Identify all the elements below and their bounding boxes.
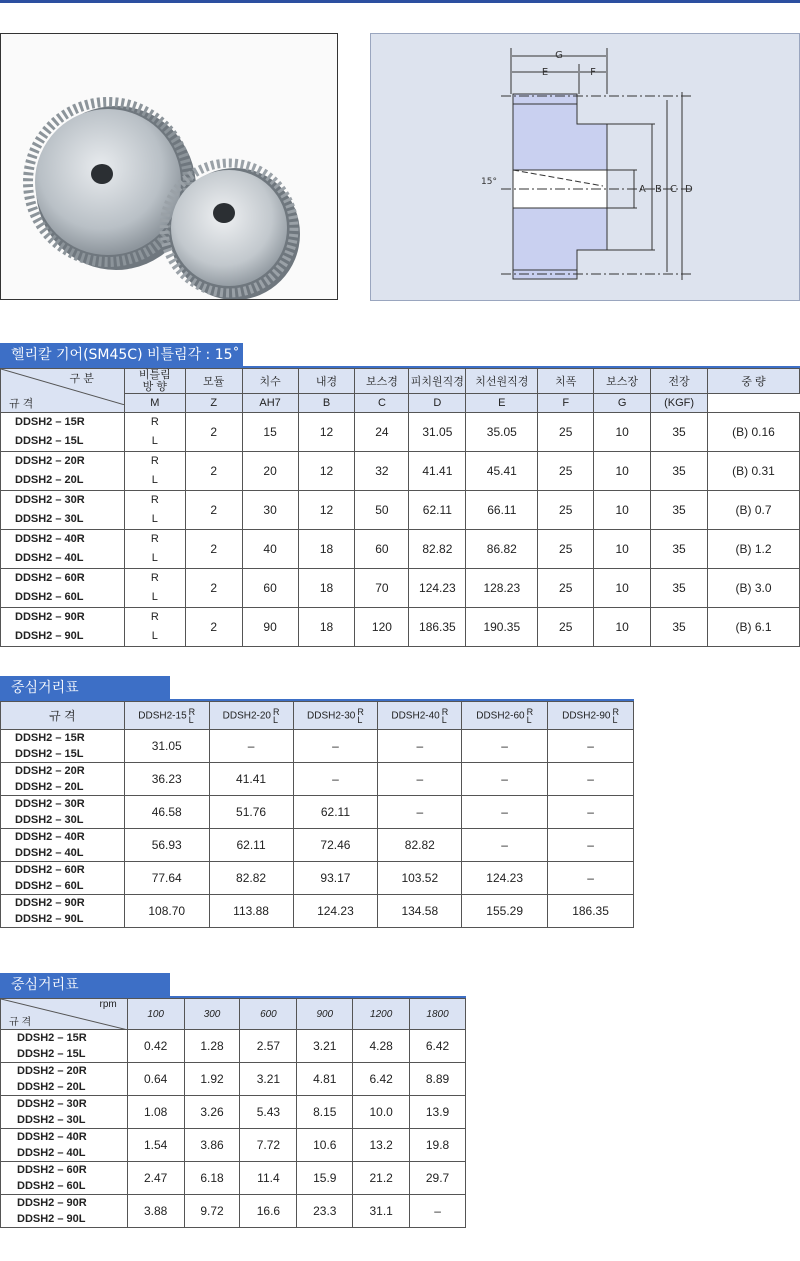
cell-e: 25 xyxy=(538,413,594,452)
cell-m: 2 xyxy=(185,413,242,452)
cell-ah7: 18 xyxy=(298,530,355,569)
spec-code-cell: DDSH2 – 40R DDSH2 – 40L xyxy=(1,1129,128,1162)
header-tip-dia-symbol: D xyxy=(409,394,466,413)
cell-z: 30 xyxy=(242,491,298,530)
header-bore: 내경 xyxy=(298,369,355,394)
table-row xyxy=(1,608,800,647)
helix-direction-cell: R L xyxy=(124,608,185,647)
table-row xyxy=(1,530,800,569)
distance-cell: – xyxy=(209,730,293,763)
spec-code-cell: DDSH2 – 15R DDSH2 – 15L xyxy=(1,1030,128,1063)
distance-cell: – xyxy=(548,730,634,763)
header-face-width: 치폭 xyxy=(538,369,594,394)
value-cell: 31.1 xyxy=(353,1195,410,1228)
table-row xyxy=(1,1096,466,1129)
distance-cell: – xyxy=(378,796,462,829)
value-cell: – xyxy=(410,1195,466,1228)
cell-b: 32 xyxy=(355,452,409,491)
cell-g: 35 xyxy=(651,608,708,647)
dim-e-label: E xyxy=(541,67,549,78)
value-cell: 7.72 xyxy=(240,1129,297,1162)
spec-code-cell: DDSH2 – 60R DDSH2 – 60L xyxy=(1,1162,128,1195)
cell-e: 25 xyxy=(538,452,594,491)
distance-cell: – xyxy=(293,763,378,796)
cell-w: (B) 0.16 xyxy=(708,413,800,452)
cell-m: 2 xyxy=(185,491,242,530)
cell-z: 20 xyxy=(242,452,298,491)
dim-g-label: G xyxy=(555,50,563,61)
value-cell: 3.21 xyxy=(240,1063,297,1096)
cell-z: 60 xyxy=(242,569,298,608)
spec-code-cell: DDSH2 – 15R DDSH2 – 15L xyxy=(1,413,125,452)
distance-cell: 41.41 xyxy=(209,763,293,796)
value-cell: 4.28 xyxy=(353,1030,410,1063)
value-cell: 21.2 xyxy=(353,1162,410,1195)
table-row xyxy=(1,895,634,928)
value-cell: 4.81 xyxy=(297,1063,353,1096)
column-header-rpm: 100 xyxy=(127,999,184,1030)
distance-cell: – xyxy=(548,763,634,796)
cell-w: (B) 0.7 xyxy=(708,491,800,530)
spec-code-cell: DDSH2 – 30R DDSH2 – 30L xyxy=(1,491,125,530)
header-pitch-dia: 피치원직경 xyxy=(409,369,466,394)
cell-c: 62.11 xyxy=(409,491,466,530)
spec-code-cell: DDSH2 – 90R DDSH2 – 90L xyxy=(1,1195,128,1228)
value-cell: 13.2 xyxy=(353,1129,410,1162)
value-cell: 1.28 xyxy=(184,1030,240,1063)
helical-gear-spec-table xyxy=(0,368,800,647)
distance-cell: 51.76 xyxy=(209,796,293,829)
value-cell: 29.7 xyxy=(410,1162,466,1195)
value-cell: 10.0 xyxy=(353,1096,410,1129)
header-pitch-dia-symbol: C xyxy=(355,394,409,413)
distance-cell: 31.05 xyxy=(124,730,209,763)
distance-cell: – xyxy=(462,763,548,796)
spec-code-cell: DDSH2 – 60R DDSH2 – 60L xyxy=(1,569,125,608)
cell-ah7: 18 xyxy=(298,608,355,647)
corner-header-cell xyxy=(1,999,128,1030)
helix-direction-cell: R L xyxy=(124,452,185,491)
value-cell: 3.21 xyxy=(297,1030,353,1063)
cell-f: 10 xyxy=(594,452,651,491)
value-cell: 6.42 xyxy=(410,1030,466,1063)
spec-code-cell: DDSH2 – 15R DDSH2 – 15L xyxy=(1,730,125,763)
cell-d: 128.23 xyxy=(466,569,538,608)
cell-b: 70 xyxy=(355,569,409,608)
dim-d-label: D xyxy=(685,184,693,195)
cell-c: 82.82 xyxy=(409,530,466,569)
distance-cell: 82.82 xyxy=(378,829,462,862)
header-bore-symbol: AH7 xyxy=(242,394,298,413)
cell-d: 86.82 xyxy=(466,530,538,569)
dim-f-label: F xyxy=(590,67,596,78)
spec-code-cell: DDSH2 – 30R DDSH2 – 30L xyxy=(1,796,125,829)
distance-cell: 108.70 xyxy=(124,895,209,928)
table-row xyxy=(1,491,800,530)
column-header-model: DDSH2-60 R L xyxy=(462,702,548,730)
header-boss-length-symbol: F xyxy=(538,394,594,413)
distance-cell: 155.29 xyxy=(462,895,548,928)
value-cell: 0.42 xyxy=(127,1030,184,1063)
value-cell: 3.88 xyxy=(127,1195,184,1228)
value-cell: 0.64 xyxy=(127,1063,184,1096)
value-cell: 15.9 xyxy=(297,1162,353,1195)
rpm-table xyxy=(0,998,466,1228)
gear-cross-section-drawing xyxy=(371,34,799,300)
spec-code-cell: DDSH2 – 60R DDSH2 – 60L xyxy=(1,862,125,895)
spec-code-cell: DDSH2 – 20R DDSH2 – 20L xyxy=(1,1063,128,1096)
cell-d: 35.05 xyxy=(466,413,538,452)
dimension-drawing xyxy=(370,33,800,301)
distance-cell: – xyxy=(293,730,378,763)
cell-e: 25 xyxy=(538,608,594,647)
cell-b: 120 xyxy=(355,608,409,647)
header-teeth-symbol: Z xyxy=(185,394,242,413)
table-row xyxy=(1,1063,466,1096)
table-row xyxy=(1,730,634,763)
cell-c: 186.35 xyxy=(409,608,466,647)
header-boss-dia: 보스경 xyxy=(355,369,409,394)
value-cell: 19.8 xyxy=(410,1129,466,1162)
column-header-model: DDSH2-30 R L xyxy=(293,702,378,730)
corner-label-spec: 규 격 xyxy=(9,1017,32,1028)
cell-c: 41.41 xyxy=(409,452,466,491)
rpm-table-body xyxy=(1,1030,466,1228)
header-helix-direction: 비틀림 방 향 xyxy=(124,369,185,394)
spec-code-cell: DDSH2 – 40R DDSH2 – 40L xyxy=(1,829,125,862)
cell-e: 25 xyxy=(538,569,594,608)
value-cell: 9.72 xyxy=(184,1195,240,1228)
cell-b: 24 xyxy=(355,413,409,452)
distance-cell: 93.17 xyxy=(293,862,378,895)
value-cell: 11.4 xyxy=(240,1162,297,1195)
cell-c: 31.05 xyxy=(409,413,466,452)
cell-w: (B) 3.0 xyxy=(708,569,800,608)
dim-b-label: B xyxy=(655,184,662,195)
spec-code-cell: DDSH2 – 40R DDSH2 – 40L xyxy=(1,530,125,569)
table-row xyxy=(1,1129,466,1162)
distance-cell: – xyxy=(462,730,548,763)
top-accent-line xyxy=(0,0,800,3)
cell-f: 10 xyxy=(594,491,651,530)
section-title-center-distance: 중심거리표 xyxy=(0,676,170,701)
value-cell: 5.43 xyxy=(240,1096,297,1129)
distance-cell: 186.35 xyxy=(548,895,634,928)
value-cell: 13.9 xyxy=(410,1096,466,1129)
value-cell: 3.26 xyxy=(184,1096,240,1129)
distance-cell: – xyxy=(462,796,548,829)
header-boss-dia-symbol: B xyxy=(298,394,355,413)
table-row xyxy=(1,569,800,608)
value-cell: 6.42 xyxy=(353,1063,410,1096)
column-header-model: DDSH2-90 R L xyxy=(548,702,634,730)
header-total-length: 전장 xyxy=(651,369,708,394)
table-row xyxy=(1,1195,466,1228)
distance-cell: – xyxy=(548,862,634,895)
table-row xyxy=(1,452,800,491)
column-header-rpm: 1200 xyxy=(353,999,410,1030)
header-teeth: 치수 xyxy=(242,369,298,394)
distance-cell: 62.11 xyxy=(209,829,293,862)
spec-code-cell: DDSH2 – 90R DDSH2 – 90L xyxy=(1,895,125,928)
corner-label-spec: 규 격 xyxy=(9,398,34,410)
cell-f: 10 xyxy=(594,413,651,452)
cell-g: 35 xyxy=(651,569,708,608)
cell-w: (B) 6.1 xyxy=(708,608,800,647)
column-header-model: DDSH2-40 R L xyxy=(378,702,462,730)
cell-d: 45.41 xyxy=(466,452,538,491)
header-module-symbol: M xyxy=(124,394,185,413)
corner-header-cell xyxy=(1,369,125,413)
cell-m: 2 xyxy=(185,608,242,647)
cell-w: (B) 0.31 xyxy=(708,452,800,491)
value-cell: 8.15 xyxy=(297,1096,353,1129)
distance-cell: 72.46 xyxy=(293,829,378,862)
cell-f: 10 xyxy=(594,569,651,608)
center-distance-table xyxy=(0,701,634,928)
center-distance-table-body xyxy=(1,730,634,928)
section-title-helical-gear: 헬리칼 기어(SM45C) 비틀림각 : 15˚ xyxy=(0,343,243,368)
value-cell: 8.89 xyxy=(410,1063,466,1096)
cell-w: (B) 1.2 xyxy=(708,530,800,569)
distance-cell: 103.52 xyxy=(378,862,462,895)
value-cell: 1.92 xyxy=(184,1063,240,1096)
helix-direction-cell: R L xyxy=(124,530,185,569)
cell-e: 25 xyxy=(538,491,594,530)
cell-g: 35 xyxy=(651,413,708,452)
header-total-length-symbol: G xyxy=(594,394,651,413)
spec-code-cell: DDSH2 – 20R DDSH2 – 20L xyxy=(1,763,125,796)
header-weight-unit: (KGF) xyxy=(651,394,708,413)
distance-cell: 62.11 xyxy=(293,796,378,829)
cell-g: 35 xyxy=(651,491,708,530)
cell-d: 190.35 xyxy=(466,608,538,647)
cell-m: 2 xyxy=(185,452,242,491)
distance-cell: 46.58 xyxy=(124,796,209,829)
header-boss-length: 보스장 xyxy=(594,369,651,394)
value-cell: 16.6 xyxy=(240,1195,297,1228)
cell-ah7: 12 xyxy=(298,491,355,530)
spec-table-body xyxy=(1,413,800,647)
cell-z: 90 xyxy=(242,608,298,647)
helical-gears-image xyxy=(1,34,337,299)
value-cell: 10.6 xyxy=(297,1129,353,1162)
value-cell: 6.18 xyxy=(184,1162,240,1195)
value-cell: 2.47 xyxy=(127,1162,184,1195)
cell-b: 50 xyxy=(355,491,409,530)
cell-f: 10 xyxy=(594,530,651,569)
cell-z: 15 xyxy=(242,413,298,452)
distance-cell: – xyxy=(548,829,634,862)
helix-direction-cell: R L xyxy=(124,413,185,452)
value-cell: 3.86 xyxy=(184,1129,240,1162)
value-cell: 1.08 xyxy=(127,1096,184,1129)
distance-cell: 124.23 xyxy=(293,895,378,928)
dim-c-label: C xyxy=(670,184,677,195)
column-header-rpm: 600 xyxy=(240,999,297,1030)
cell-b: 60 xyxy=(355,530,409,569)
header-module: 모듈 xyxy=(185,369,242,394)
cell-g: 35 xyxy=(651,452,708,491)
column-header-model: DDSH2-15 R L xyxy=(124,702,209,730)
product-photo xyxy=(0,33,338,300)
distance-cell: 36.23 xyxy=(124,763,209,796)
cell-d: 66.11 xyxy=(466,491,538,530)
corner-label-category: 구 분 xyxy=(69,373,94,385)
distance-cell: 82.82 xyxy=(209,862,293,895)
column-header-rpm: 300 xyxy=(184,999,240,1030)
value-cell: 2.57 xyxy=(240,1030,297,1063)
header-tip-dia: 치선원직경 xyxy=(466,369,538,394)
distance-cell: – xyxy=(462,829,548,862)
cell-ah7: 12 xyxy=(298,413,355,452)
helix-direction-cell: R L xyxy=(124,491,185,530)
cell-g: 35 xyxy=(651,530,708,569)
distance-cell: 56.93 xyxy=(124,829,209,862)
column-header-rpm: 900 xyxy=(297,999,353,1030)
dim-a-label: A xyxy=(639,184,646,195)
distance-cell: – xyxy=(548,796,634,829)
column-header-model: DDSH2-20 R L xyxy=(209,702,293,730)
distance-cell: 124.23 xyxy=(462,862,548,895)
cell-f: 10 xyxy=(594,608,651,647)
distance-cell: 77.64 xyxy=(124,862,209,895)
section-title-center-distance-rpm: 중심거리표 xyxy=(0,973,170,998)
table-row xyxy=(1,796,634,829)
distance-cell: 113.88 xyxy=(209,895,293,928)
helix-angle-label: 15° xyxy=(481,177,497,187)
table-row xyxy=(1,413,800,452)
table-row xyxy=(1,1030,466,1063)
spec-code-cell: DDSH2 – 30R DDSH2 – 30L xyxy=(1,1096,128,1129)
distance-cell: – xyxy=(378,730,462,763)
corner-label-spec: 규 격 xyxy=(1,702,125,730)
cell-z: 40 xyxy=(242,530,298,569)
distance-cell: – xyxy=(378,763,462,796)
cell-m: 2 xyxy=(185,569,242,608)
corner-label-rpm: rpm xyxy=(99,999,117,1010)
cell-c: 124.23 xyxy=(409,569,466,608)
spec-code-cell: DDSH2 – 90R DDSH2 – 90L xyxy=(1,608,125,647)
helix-direction-cell: R L xyxy=(124,569,185,608)
cell-m: 2 xyxy=(185,530,242,569)
spec-code-cell: DDSH2 – 20R DDSH2 – 20L xyxy=(1,452,125,491)
table-row xyxy=(1,862,634,895)
table-row xyxy=(1,829,634,862)
value-cell: 23.3 xyxy=(297,1195,353,1228)
cell-ah7: 12 xyxy=(298,452,355,491)
distance-cell: 134.58 xyxy=(378,895,462,928)
header-weight: 중 량 xyxy=(708,369,800,394)
column-header-rpm: 1800 xyxy=(410,999,466,1030)
value-cell: 1.54 xyxy=(127,1129,184,1162)
table-row xyxy=(1,763,634,796)
header-face-width-symbol: E xyxy=(466,394,538,413)
cell-ah7: 18 xyxy=(298,569,355,608)
cell-e: 25 xyxy=(538,530,594,569)
table-row xyxy=(1,1162,466,1195)
